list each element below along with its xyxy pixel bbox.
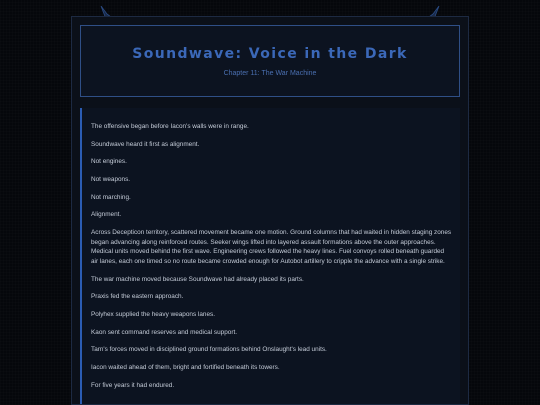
story-paragraph: Iacon waited ahead of them, bright and fortified beneath its towers. [91,364,280,372]
story-paragraph: For five years it had endured. [91,381,175,389]
story-paragraph: Soundwave heard it first as alignment. [91,140,200,148]
story-paragraph: The war machine moved because Soundwave had already placed its parts. [91,275,304,283]
story-paragraph: Tarn's forces moved in disciplined ground formations behind Onslaught's lead units. [91,346,327,354]
story-paragraph: Not marching. [91,193,131,201]
story-body[interactable] [80,108,460,405]
chapter-subtitle: Chapter 11: The War Machine [223,70,317,77]
story-paragraph: Not weapons. [91,176,131,184]
story-paragraph: Polyhex supplied the heavy weapons lanes. [91,310,215,318]
story-paragraph: The offensive began before Iacon's walls were in range. [91,123,249,130]
story-title: Soundwave: Voice in the Dark [132,46,408,62]
story-paragraph: Praxis fed the eastern approach. [91,293,184,301]
story-paragraph: Kaon sent command reserves and medical support. [91,328,237,336]
story-page [71,16,469,405]
story-paragraph: Alignment. [91,211,122,219]
story-paragraph: Across Decepticon territory, scattered movement became one motion. Ground columns that had waited in hidden staging zones began advancing along reinforced routes. Seeker wings lifted into layered assault formations above the outer approaches. Medical units moved behind the first wave. Engineering crews followed the heavy lines. Fuel convoys rolled beneath guarded air lanes, each one timed so no route became crowded enough for Autobot artillery to cripple the advance with a single strike. [91,229,452,265]
chapter-header [80,25,460,97]
story-paragraph: Not engines. [91,158,127,166]
